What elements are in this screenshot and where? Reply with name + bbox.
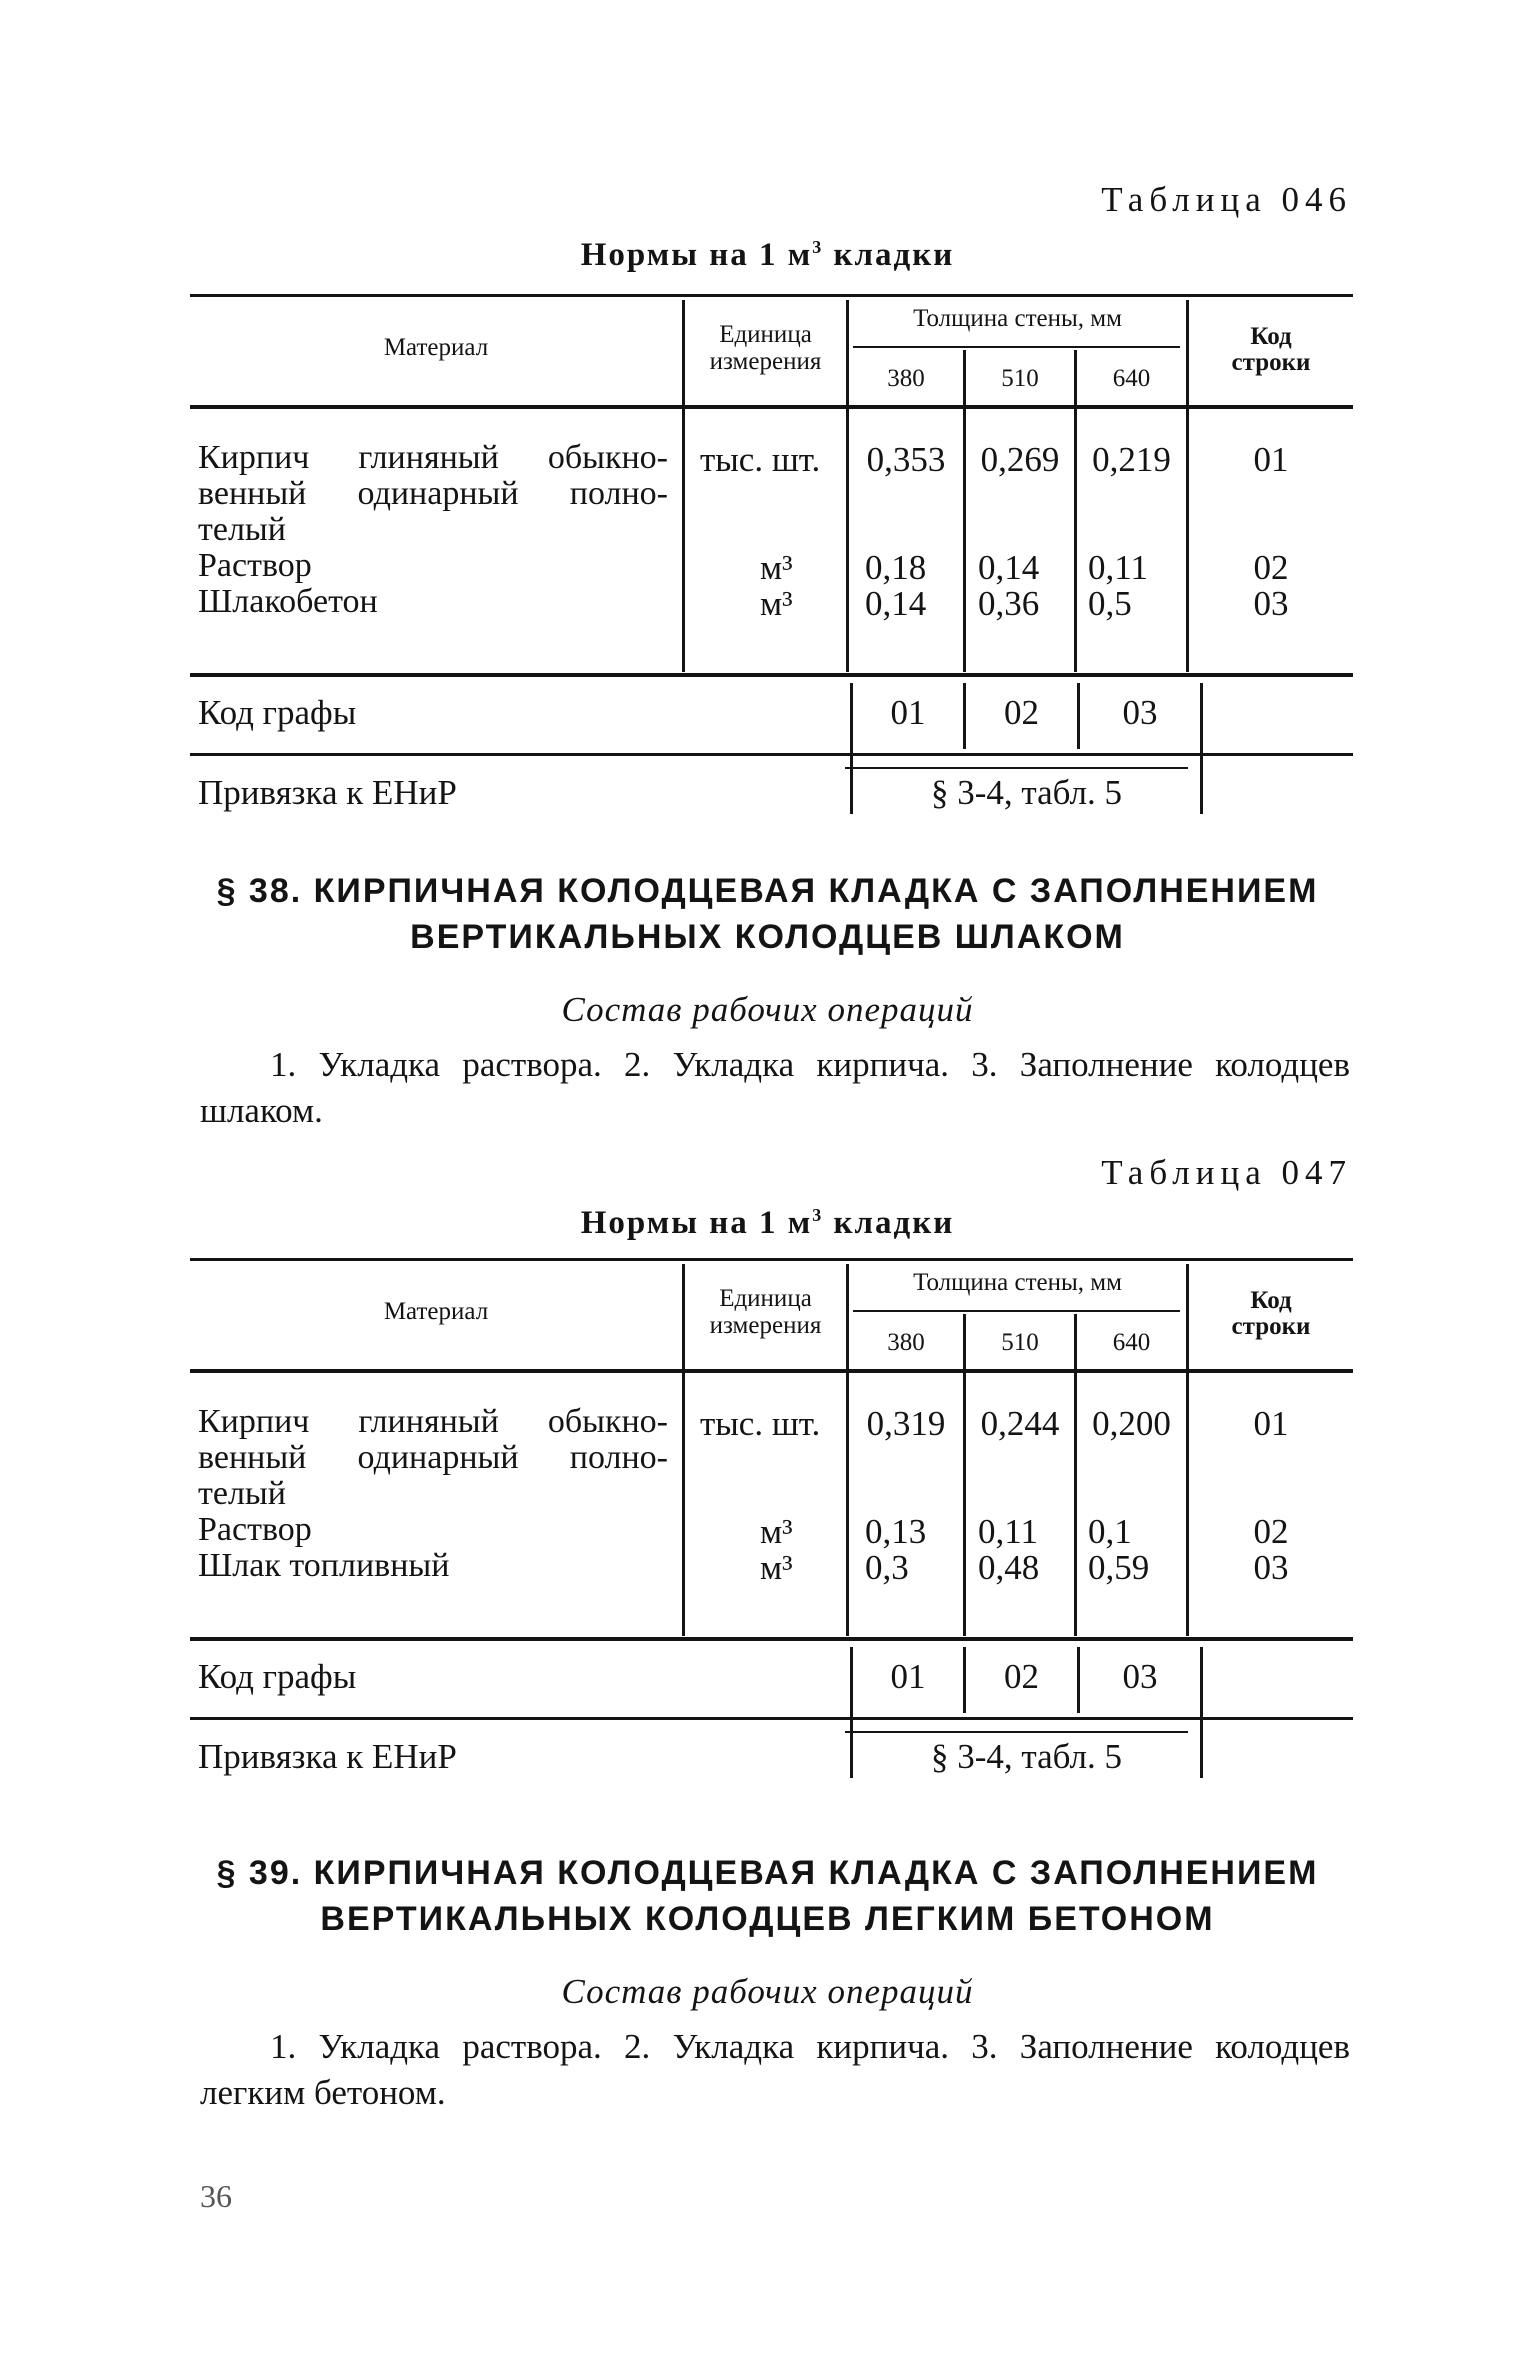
cell-640: 0,5 bbox=[1088, 584, 1132, 623]
table-047-caption: Нормы на 1 $м^3$ кладки bbox=[580, 1205, 955, 1241]
header-380: 380 bbox=[887, 1329, 925, 1356]
footer-code-label: Код графы bbox=[198, 693, 357, 732]
cell-510: 0,36 bbox=[978, 584, 1040, 623]
cell-510: 0,14 bbox=[978, 548, 1040, 587]
row-material: Шлак топливный bbox=[198, 1547, 450, 1584]
cell-code: 02 bbox=[1253, 1512, 1289, 1551]
cell-640: 0,1 bbox=[1088, 1512, 1132, 1551]
footer-ref-label: Привязка к ЕНиР bbox=[198, 773, 457, 812]
footer-col-code: 02 bbox=[1004, 693, 1039, 732]
row-material: Кирпич глиняный обыкно- венный одинарный полно- телый bbox=[198, 439, 668, 548]
header-code-line1: Код bbox=[1250, 1287, 1292, 1314]
row-material: Раствор bbox=[198, 1511, 312, 1548]
footer-col-code: 03 bbox=[1122, 693, 1158, 732]
page-number: 36 bbox=[200, 2178, 232, 2214]
cell-380: 0,319 bbox=[866, 1404, 946, 1443]
footer-col-code: 03 bbox=[1122, 1657, 1158, 1696]
cell-code: 02 bbox=[1253, 548, 1289, 587]
row-unit: м³ bbox=[760, 1512, 793, 1551]
section-39-subtitle: Состав рабочих операций bbox=[561, 1972, 974, 2011]
section-38-title: § 38. КИРПИЧНАЯ КОЛОДЦЕВАЯ КЛАДКА С ЗАПОЛНЕНИЕМ ВЕРТИКАЛЬНЫХ КОЛОДЦЕВ ШЛАКОМ bbox=[216, 872, 1319, 956]
section-39-title: § 39. КИРПИЧНАЯ КОЛОДЦЕВАЯ КЛАДКА С ЗАПОЛНЕНИЕМ ВЕРТИКАЛЬНЫХ КОЛОДЦЕВ ЛЕГКИМ БЕТОНОМ bbox=[216, 1854, 1319, 1938]
footer-col-code: 01 bbox=[890, 693, 926, 732]
cell-380: 0,13 bbox=[865, 1512, 927, 1551]
row-unit: м³ bbox=[760, 584, 793, 623]
header-unit-line1: Единица bbox=[719, 321, 812, 348]
footer-col-code: 02 bbox=[1004, 1657, 1039, 1696]
header-thickness: Толщина стены, мм bbox=[913, 1269, 1122, 1296]
header-thickness: Толщина стены, мм bbox=[913, 305, 1122, 332]
cell-640: 0,59 bbox=[1088, 1548, 1150, 1587]
cell-640: 0,11 bbox=[1088, 548, 1148, 587]
footer-ref-label: Привязка к ЕНиР bbox=[198, 1737, 457, 1776]
header-510: 510 bbox=[1001, 365, 1039, 392]
footer-ref-value: § 3-4, табл. 5 bbox=[930, 1737, 1123, 1776]
cell-380: 0,14 bbox=[865, 584, 927, 623]
row-material: Кирпич глиняный обыкно- венный одинарный полно- телый bbox=[198, 1403, 668, 1512]
header-380: 380 bbox=[887, 365, 925, 392]
cell-640: 0,219 bbox=[1092, 440, 1171, 479]
header-unit-line2: измерения bbox=[709, 348, 822, 375]
cell-640: 0,200 bbox=[1092, 1404, 1171, 1443]
cell-code: 01 bbox=[1253, 440, 1289, 479]
footer-col-code: 01 bbox=[890, 1657, 926, 1696]
row-unit: тыс. шт. bbox=[700, 440, 821, 479]
row-unit: м³ bbox=[760, 1548, 793, 1587]
header-unit-line2: измерения bbox=[709, 1312, 822, 1339]
header-code-line2: строки bbox=[1231, 1313, 1311, 1340]
header-unit-line1: Единица bbox=[719, 1285, 812, 1312]
cell-code: 01 bbox=[1253, 1404, 1289, 1443]
cell-380: 0,18 bbox=[865, 548, 927, 587]
row-material: Раствор bbox=[198, 547, 312, 584]
header-640: 640 bbox=[1112, 365, 1151, 392]
cell-510: 0,269 bbox=[980, 440, 1060, 479]
cell-510: 0,11 bbox=[978, 1512, 1038, 1551]
table-046-caption: Нормы на 1 $м^3$ кладки bbox=[580, 237, 955, 273]
header-code-line1: Код bbox=[1250, 323, 1292, 350]
row-unit: тыс. шт. bbox=[700, 1404, 821, 1443]
row-unit: м³ bbox=[760, 548, 793, 587]
footer-code-label: Код графы bbox=[198, 1657, 357, 1696]
cell-380: 0,353 bbox=[866, 440, 946, 479]
header-material: Материал bbox=[383, 334, 489, 361]
table-047-number: Таблица 047 bbox=[1101, 1153, 1352, 1192]
header-510: 510 bbox=[1001, 1329, 1039, 1356]
header-material: Материал bbox=[383, 1298, 489, 1325]
footer-ref-value: § 3-4, табл. 5 bbox=[930, 773, 1123, 812]
table-046-number: Таблица 046 bbox=[1101, 180, 1352, 219]
cell-510: 0,48 bbox=[978, 1548, 1040, 1587]
row-material: Шлакобетон bbox=[198, 583, 378, 620]
cell-510: 0,244 bbox=[980, 1404, 1060, 1443]
cell-code: 03 bbox=[1253, 1548, 1289, 1587]
cell-380: 0,3 bbox=[865, 1548, 909, 1587]
section-38-subtitle: Состав рабочих операций bbox=[561, 990, 974, 1029]
section-38-text: 1. Укладка раствора. 2. Укладка кирпича. 3. Заполнение колодцев шлаком. bbox=[200, 1045, 1350, 1130]
header-640: 640 bbox=[1112, 1329, 1151, 1356]
section-39-text: 1. Укладка раствора. 2. Укладка кирпича. 3. Заполнение колодцев легким бетоном. bbox=[200, 2027, 1350, 2112]
header-code-line2: строки bbox=[1231, 349, 1311, 376]
cell-code: 03 bbox=[1253, 584, 1289, 623]
